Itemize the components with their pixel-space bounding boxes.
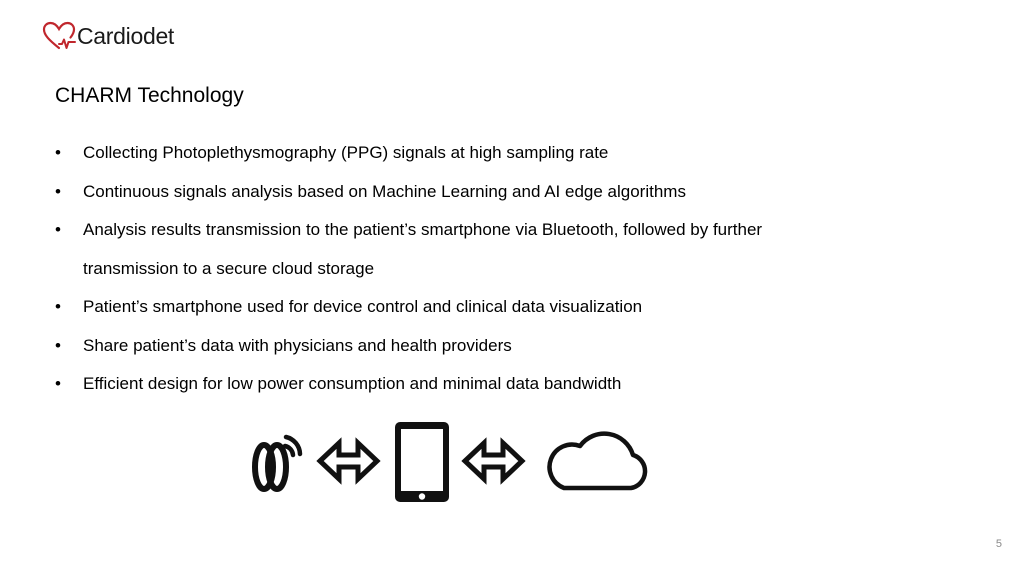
- slide-title: CHARM Technology: [55, 84, 244, 107]
- heart-pulse-icon: [42, 20, 76, 52]
- bullet-marker: •: [55, 181, 61, 201]
- bidirectional-arrow-icon: [320, 443, 377, 479]
- bullet-item: [55, 327, 815, 366]
- bullet-marker: •: [55, 220, 61, 239]
- bullet-item: [55, 134, 815, 173]
- bullet-text: Collecting Photoplethysmography (PPG) signals at high sampling rate: [83, 143, 609, 162]
- bidirectional-arrow-icon: [465, 443, 522, 479]
- bullet-text: Share patient’s data with physicians and health providers: [83, 335, 512, 355]
- bullet-text: Analysis results transmission to the patient’s smartphone via Bluetooth, followed by further transmission to a secure cloud storage: [83, 220, 763, 278]
- bullet-text: Efficient design for low power consumption and minimal data bandwidth: [83, 374, 622, 393]
- bullet-text: Continuous signals analysis based on Machine Learning and AI edge algorithms: [83, 181, 686, 201]
- bullet-item: [55, 365, 815, 404]
- bullet-marker: •: [55, 335, 61, 355]
- logo-text: Cardiodet: [77, 22, 175, 49]
- bullet-marker: •: [55, 297, 61, 316]
- company-logo: [42, 20, 174, 52]
- bullet-marker: •: [55, 374, 61, 393]
- bullet-item: [55, 173, 815, 212]
- data-flow-diagram: [246, 420, 656, 504]
- cloud-icon: [550, 434, 646, 488]
- page-number: 5: [995, 538, 1002, 550]
- bullet-item: [55, 211, 815, 288]
- wireless-ring-icon: [255, 437, 300, 489]
- bullet-text: Patient’s smartphone used for device control and clinical data visualization: [83, 297, 643, 316]
- smartphone-icon: [395, 422, 449, 502]
- bullet-item: [55, 288, 815, 327]
- bullet-list: [55, 134, 815, 404]
- bullet-marker: •: [55, 143, 61, 162]
